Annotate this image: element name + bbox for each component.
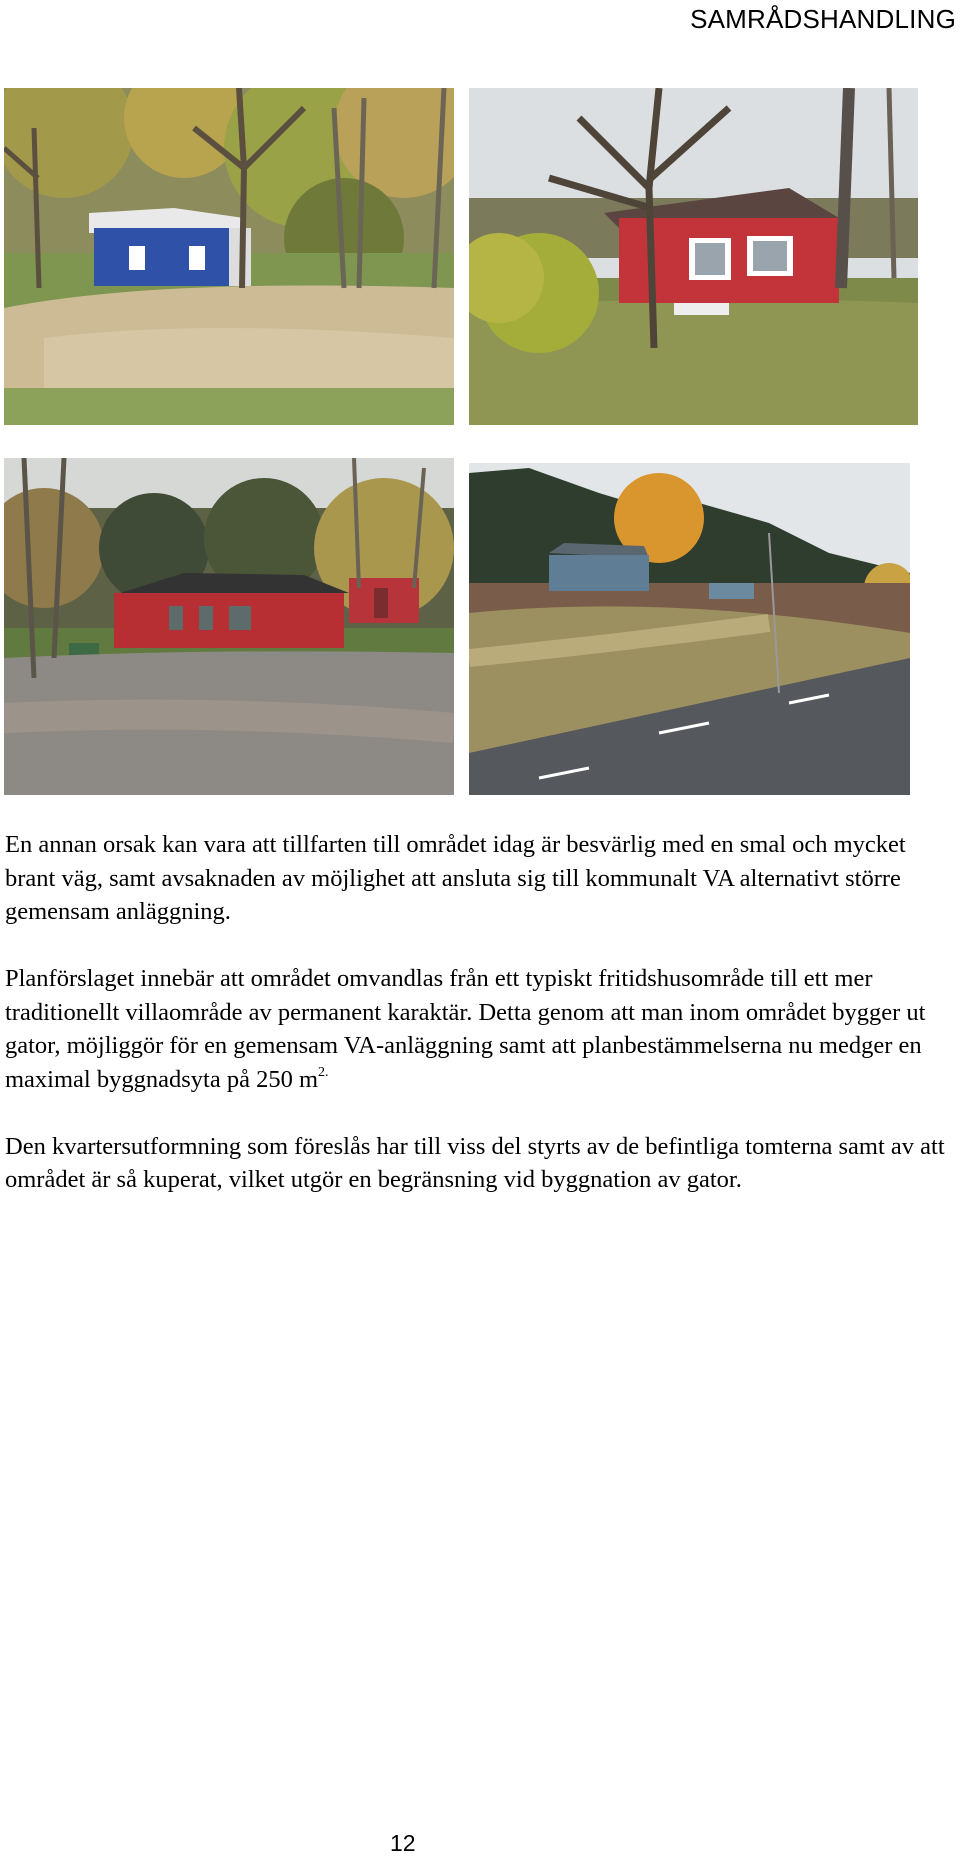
- red-house-gravel-yard-photo: [4, 458, 454, 795]
- road-hillside-houses-photo: [469, 463, 910, 795]
- paragraph-2: [5, 962, 955, 1096]
- superscript-2: 2.: [318, 1064, 329, 1080]
- red-cottage-photo: [469, 88, 918, 425]
- paragraph-2-text: Planförslaget innebär att området omvandlas från ett typiskt fritidshusområde till ett mer traditionellt villaområde av permanent karaktär. Detta genom att man inom området bygger ut gator, möjliggör för en gemensam VA-anläggning samt att planbestämmelserna nu medger en maximal byggnadsyta på 250 m: [5, 965, 926, 1093]
- paragraph-3: Den kvartersutformning som föreslås har till viss del styrts av de befintliga tomterna samt av att området är så kuperat, vilket utgör en begränsning vid byggnation av gator.: [5, 1132, 945, 1193]
- page-number: 12: [390, 1830, 416, 1856]
- document-header: SAMRÅDSHANDLING: [690, 4, 956, 34]
- blue-cottage-photo: [4, 88, 454, 425]
- paragraph-1: En annan orsak kan vara att tillfarten till området idag är besvärlig med en smal och mycket brant väg, samt avsaknaden av möjlighet att ansluta sig till kommunalt VA alternativt större gemensam anläggning.: [5, 831, 906, 925]
- body-text: [5, 828, 955, 1230]
